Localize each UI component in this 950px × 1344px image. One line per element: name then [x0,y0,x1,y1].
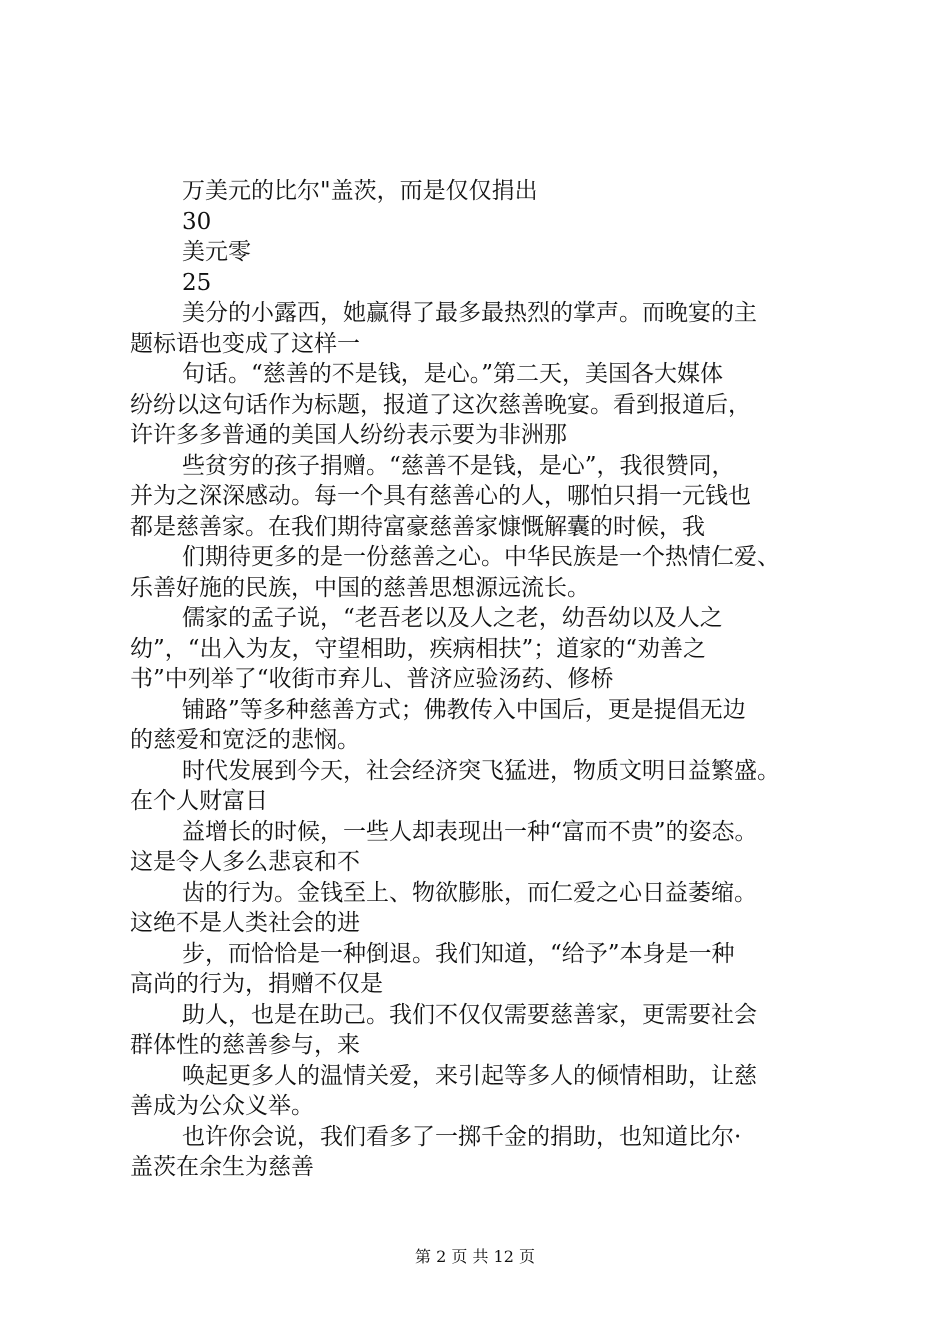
text-line: 25 [182,269,212,296]
text-line: 并为之深深感动。每一个具有慈善心的人，哪怕只捐一元钱也 [130,483,751,509]
text-line: 高尚的行为，捐赠不仅是 [130,971,383,997]
text-line: 万美元的比尔"盖茨，而是仅仅捐出 [182,178,538,204]
text-line: 些贫穷的孩子捐赠。“慈善不是钱，是心”，我很赞同， [182,452,735,479]
text-line: 助人，也是在助己。我们不仅仅需要慈善家，更需要社会 [182,1001,757,1028]
text-line: 步，而恰恰是一种倒退。我们知道，“给予”本身是一种 [182,940,735,967]
text-line: 铺路”等多种慈善方式；佛教传入中国后，更是提倡无边 [182,696,746,723]
text-line: 在个人财富日 [130,788,268,814]
text-line: 儒家的孟子说，“老吾老以及人之老，幼吾幼以及人之 [182,605,723,631]
text-line: 益增长的时候，一些人却表现出一种“富而不贵”的姿态。 [182,818,758,845]
text-line: 齿的行为。金钱至上、物欲膨胀，而仁爱之心日益萎缩。 [182,879,757,906]
text-line: 美元零 [182,239,251,265]
text-line: 也许你会说，我们看多了一掷千金的捐助，也知道比尔· [182,1123,742,1150]
text-line: 们期待更多的是一份慈善之心。中华民族是一个热情仁爱、 [182,544,780,570]
text-line: 幼”，“出入为友，守望相助，疾病相扶”；道家的“劝善之 [130,635,707,662]
text-line: 美分的小露西，她赢得了最多最热烈的掌声。而晚宴的主 [182,300,757,326]
text-line: 的慈爱和宽泛的悲悯。 [130,727,360,753]
text-line: 题标语也变成了这样一 [130,330,360,357]
text-line: 许许多多普通的美国人纷纷表示要为非洲那 [130,422,567,448]
text-line: 盖茨在余生为慈善 [130,1154,314,1180]
text-line: 时代发展到今天，社会经济突飞猛进，物质文明日益繁盛。 [182,757,780,784]
text-line: 这绝不是人类社会的进 [130,910,360,936]
text-line: 都是慈善家。在我们期待富豪慈善家慷慨解囊的时候，我 [130,513,705,540]
text-line: 唤起更多人的温情关爱，来引起等多人的倾情相助，让慈 [182,1062,757,1089]
text-line: 书”中列举了“收街市弃儿、普济应验汤药、修桥 [130,666,614,692]
page-footer: 第 2 页 共 12 页 [415,1247,535,1266]
text-line: 句话。“慈善的不是钱，是心。”第二天，美国各大媒体 [182,361,724,387]
text-line: 群体性的慈善参与，来 [130,1032,360,1058]
text-line: 纷纷以这句话作为标题，报道了这次慈善晚宴。看到报道后， [130,391,751,418]
text-line: 善成为公众义举。 [130,1093,314,1119]
text-line: 这是令人多么悲哀和不 [130,849,360,875]
text-line: 乐善好施的民族，中国的慈善思想源远流长。 [130,574,590,601]
document-body [130,176,850,1183]
text-line: 30 [182,208,212,235]
